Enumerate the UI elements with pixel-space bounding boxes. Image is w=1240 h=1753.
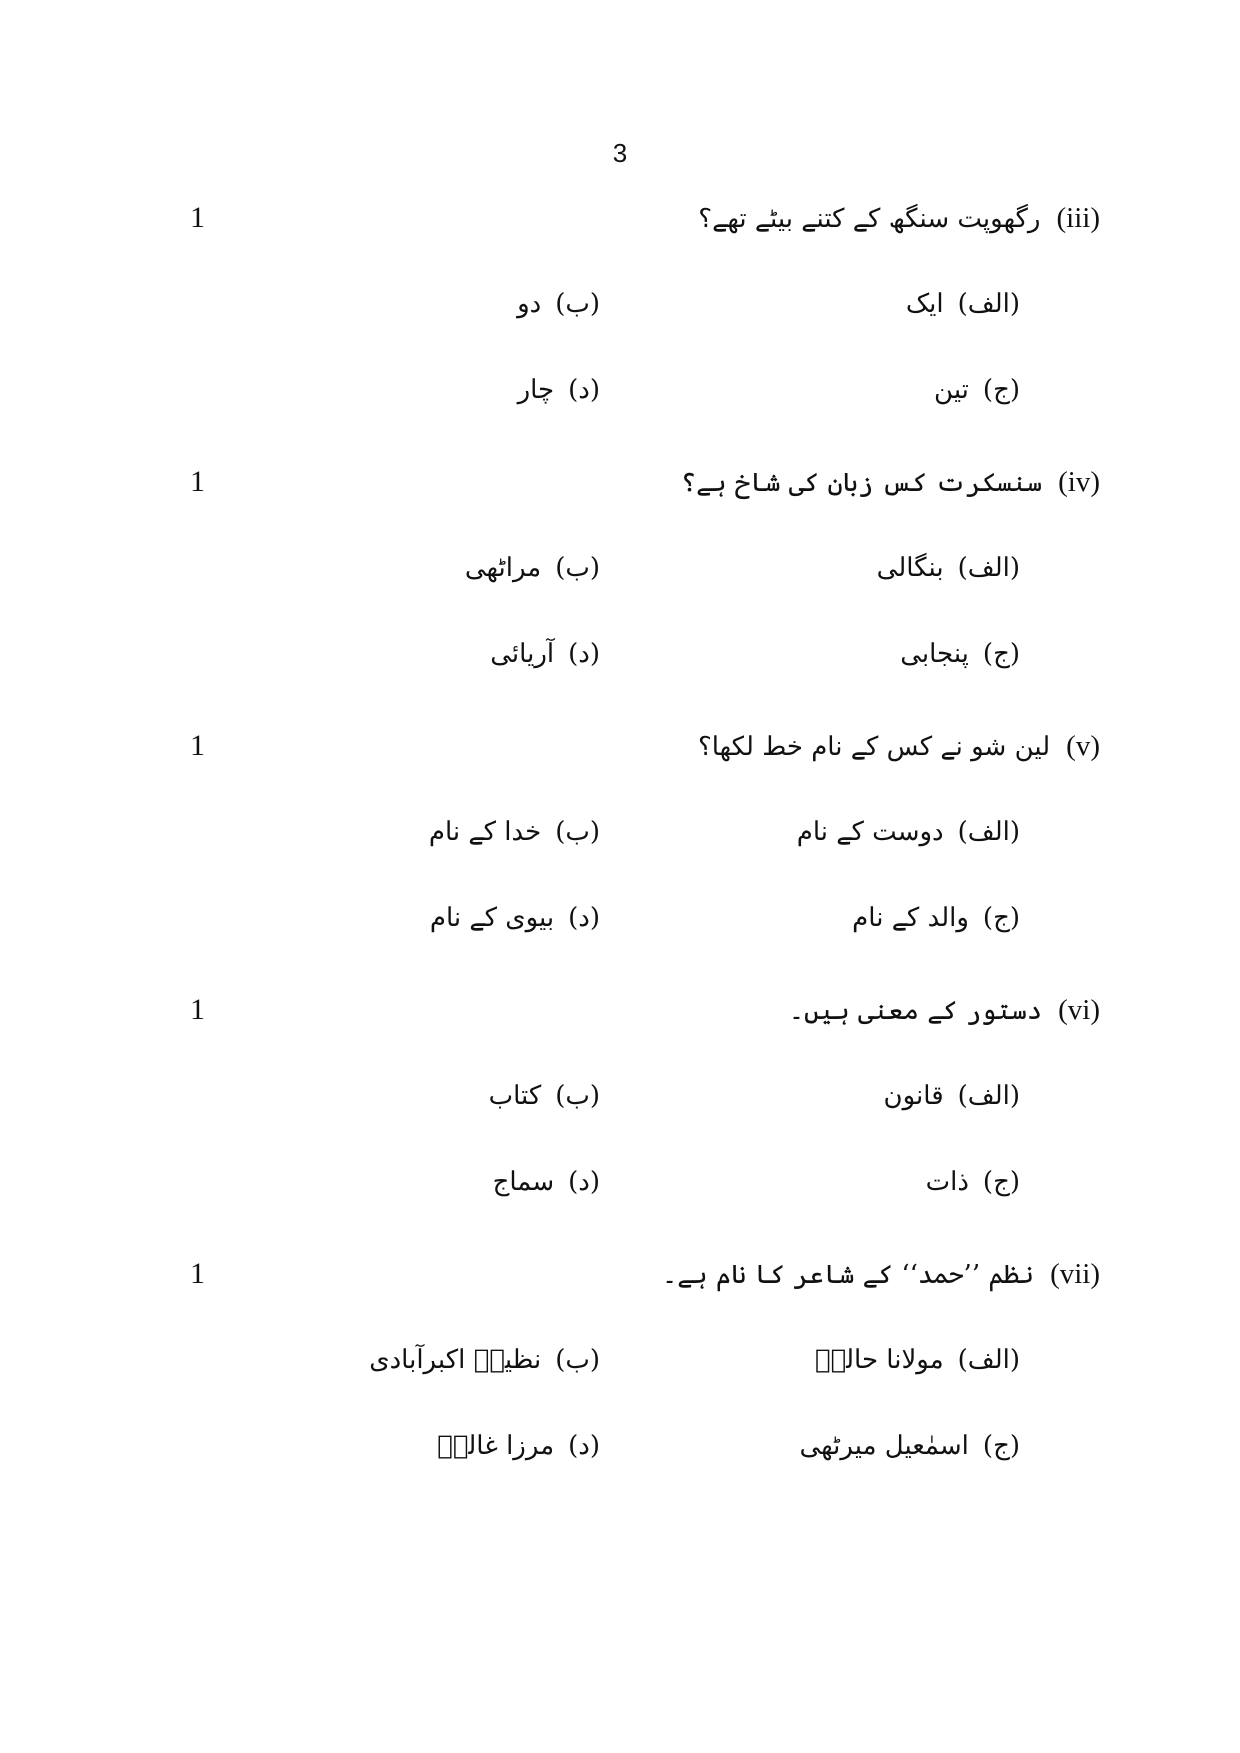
question-number: (vii) xyxy=(1050,1258,1100,1290)
option-text: مولانا حالیؔ xyxy=(814,1345,944,1375)
option-text: اسمٰعیل میرٹھی xyxy=(799,1431,969,1461)
question-marks: 1 xyxy=(190,465,205,498)
question-v xyxy=(180,726,1100,991)
option-alif[interactable] xyxy=(877,548,1020,588)
option-label: (د) xyxy=(568,375,600,405)
option-be[interactable] xyxy=(465,548,600,588)
question-line xyxy=(698,198,1100,239)
question-number: (vi) xyxy=(1058,994,1100,1026)
question-marks: 1 xyxy=(190,201,205,234)
option-label: (ب) xyxy=(555,817,600,847)
option-dal[interactable] xyxy=(430,898,600,938)
option-label: (الف) xyxy=(957,553,1020,583)
option-dal[interactable] xyxy=(437,1426,600,1466)
option-label: (د) xyxy=(568,639,600,669)
option-jeem[interactable] xyxy=(852,898,1020,938)
option-label: (ب) xyxy=(555,1081,600,1111)
option-jeem[interactable] xyxy=(926,1162,1020,1202)
option-label: (ب) xyxy=(555,289,600,319)
option-text: دوست کے نام xyxy=(796,817,944,847)
option-jeem[interactable] xyxy=(934,370,1020,410)
option-label: (ج) xyxy=(982,639,1020,669)
question-marks: 1 xyxy=(190,729,205,762)
option-text: خدا کے نام xyxy=(428,817,542,847)
question-iv xyxy=(180,462,1100,727)
option-text: چار xyxy=(517,375,555,405)
question-iii xyxy=(180,198,1100,463)
question-vii xyxy=(180,1254,1100,1519)
question-line xyxy=(681,462,1100,503)
option-text: سماج xyxy=(492,1167,555,1197)
option-text: بیوی کے نام xyxy=(429,903,555,933)
option-text: تین xyxy=(934,375,969,405)
option-label: (ج) xyxy=(982,1431,1020,1461)
question-number: (iii) xyxy=(1056,202,1100,234)
option-jeem[interactable] xyxy=(900,634,1020,674)
option-label: (الف) xyxy=(957,1081,1020,1111)
option-be[interactable] xyxy=(489,1076,600,1116)
option-label: (د) xyxy=(568,1431,600,1461)
option-text: مراٹھی xyxy=(464,553,542,583)
question-number: (iv) xyxy=(1058,466,1100,498)
option-text: قانون xyxy=(883,1081,944,1111)
question-vi xyxy=(180,990,1100,1255)
option-text: دو xyxy=(517,289,542,319)
option-label: (الف) xyxy=(957,817,1020,847)
question-text: لین شو نے کس کے نام خط لکھا؟ xyxy=(697,732,1051,762)
option-dal[interactable] xyxy=(490,634,600,674)
option-text: نظیرؔ اکبرآبادی xyxy=(369,1345,542,1375)
option-alif[interactable] xyxy=(884,1076,1020,1116)
option-text: بنگالی xyxy=(876,553,944,583)
option-be[interactable] xyxy=(369,1340,600,1380)
question-text: نظم ’’حمد‘‘ کے شاعر کا نام ہے۔ xyxy=(661,1260,1035,1290)
question-line xyxy=(789,990,1100,1031)
option-text: مرزا غالبؔ xyxy=(437,1431,555,1461)
option-dal[interactable] xyxy=(493,1162,600,1202)
option-text: والد کے نام xyxy=(852,903,969,933)
option-be[interactable] xyxy=(429,812,600,852)
option-text: ایک xyxy=(905,289,944,319)
question-line xyxy=(698,726,1100,767)
option-text: پنجابی xyxy=(900,639,969,669)
option-alif[interactable] xyxy=(906,284,1020,324)
option-label: (ج) xyxy=(982,375,1020,405)
option-be[interactable] xyxy=(517,284,600,324)
option-dal[interactable] xyxy=(518,370,600,410)
page-number: 3 xyxy=(612,138,628,168)
option-jeem[interactable] xyxy=(800,1426,1020,1466)
option-text: کتاب xyxy=(488,1081,542,1111)
question-text: سنسکرت کس زبان کی شاخ ہے؟ xyxy=(680,468,1043,498)
question-number: (v) xyxy=(1066,730,1100,762)
option-label: (ب) xyxy=(555,553,600,583)
option-label: (الف) xyxy=(957,289,1020,319)
question-line xyxy=(662,1254,1100,1295)
question-text: دستور کے معنی ہیں۔ xyxy=(788,996,1043,1026)
option-alif[interactable] xyxy=(815,1340,1020,1380)
option-alif[interactable] xyxy=(797,812,1020,852)
option-label: (د) xyxy=(568,903,600,933)
option-label: (ج) xyxy=(982,1167,1020,1197)
option-text: آریائی xyxy=(490,639,555,669)
option-label: (ج) xyxy=(982,903,1020,933)
question-marks: 1 xyxy=(190,993,205,1026)
option-text: ذات xyxy=(925,1167,969,1197)
option-label: (د) xyxy=(568,1167,600,1197)
question-text: رگھوپت سنگھ کے کتنے بیٹے تھے؟ xyxy=(698,204,1041,234)
option-label: (ب) xyxy=(555,1345,600,1375)
question-marks: 1 xyxy=(190,1257,205,1290)
option-label: (الف) xyxy=(957,1345,1020,1375)
